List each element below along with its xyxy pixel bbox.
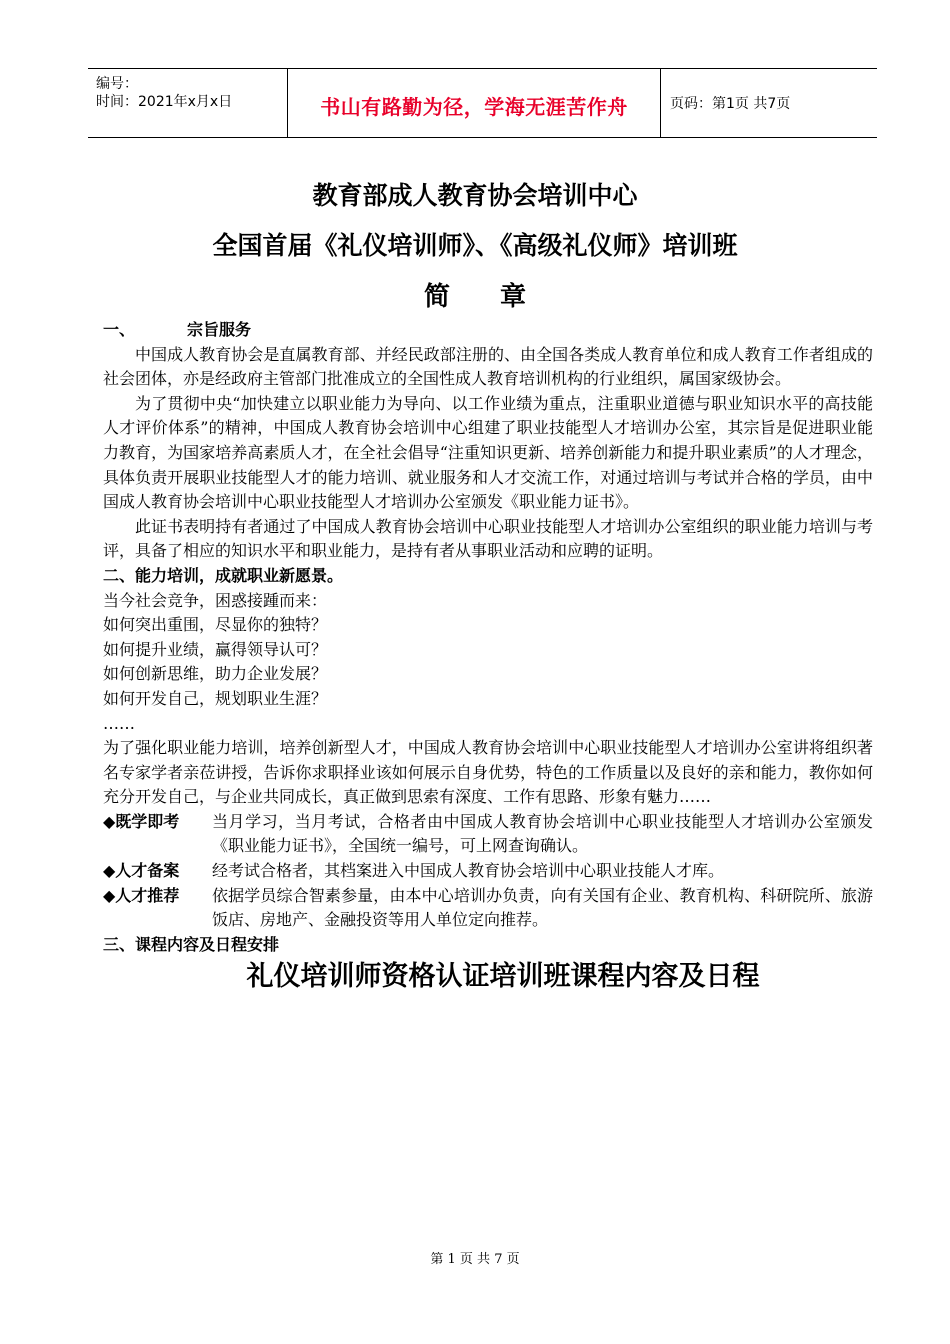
bullet-item: [103, 810, 873, 859]
section-2-ellipsis: ……: [103, 713, 135, 733]
title-course-name: 全国首届《礼仪培训师》、《高级礼仪师》培训班: [212, 231, 738, 260]
bullet-label: ◆人才备案: [103, 861, 180, 881]
page-header: [88, 68, 877, 138]
section-1-heading: [103, 318, 873, 343]
page-footer: 第 1 页 共 7 页: [430, 1252, 520, 1267]
section-2-line: 如何开发自己，规划职业生涯？: [103, 688, 328, 708]
bullet-label: ◆人才推荐: [103, 885, 180, 905]
document-number-label: 编号：: [96, 76, 138, 92]
section-2-line: 如何创新思维，助力企业发展？: [103, 664, 328, 684]
section-1-title: 宗旨服务: [187, 320, 252, 339]
course-schedule-title: 礼仪培训师资格认证培训班课程内容及日程: [246, 961, 760, 993]
section-2-line: 当今社会竞争，困惑接踵而来：: [103, 590, 328, 610]
bullet-text: 依据学员综合智素参量，由本中心培训办负责，向有关国有企业、教育机构、科研院所、旅游饭店、房地产、金融投资等用人单位定向推荐。: [212, 885, 873, 930]
header-motto: 书山有路勤为径，学海无涯苦作舟: [320, 95, 628, 119]
section-1-paragraph-1: 中国成人教育协会是直属教育部、并经民政部注册的、由全国各类成人教育单位和成人教育工作者组成的社会团体，亦是经政府主管部门批准成立的全国性成人教育培训机构的行业组织，属国家级协会。: [103, 344, 873, 389]
section-2-paragraph: 为了强化职业能力培训，培养创新型人才，中国成人教育协会培训中心职业技能型人才培训办公室讲将组织著名专家学者亲莅讲授，告诉你求职择业该如何展示自身优势，特色的工作质量以及良好的亲和能力，教你如何充分开发自己，与企业共同成长，真正做到思索有深度、工作有思路、形象有魅力……: [103, 738, 873, 807]
title-brochure: 简章: [423, 282, 576, 312]
section-2-line: 如何突出重围，尽显你的独特？: [103, 615, 328, 635]
section-1-number: 一、: [103, 320, 136, 339]
header-info-cell: [88, 69, 287, 137]
section-3-heading: 三、课程内容及日程安排: [103, 934, 280, 954]
section-1-paragraph-2: 为了贯彻中央“加快建立以职业能力为导向、以工作业绩为重点，注重职业道德与职业知识水平的高技能人才评价体系”的精神，中国成人教育协会培训中心组建了职业技能型人才培训办公室，其宗旨是促进职业能力教育，为国家培养高素质人才，在全社会倡导“注重知识更新、培养创新能力和提升职业素质”的人才理念，具体负责开展职业技能型人才的能力培训、就业服务和人才交流工作，对通过培训与考试并合格的学员，由中国成人教育协会培训中心职业技能型人才培训办公室颁发《职业能力证书》。: [103, 393, 873, 512]
section-2-line: 如何提升业绩，赢得领导认可？: [103, 639, 328, 659]
bullet-item: [103, 884, 873, 933]
bullet-item: [103, 859, 873, 884]
document-body: [103, 318, 873, 993]
header-motto-cell: [287, 69, 661, 137]
document-time-label: 时间：2021年x月x日: [96, 94, 233, 110]
section-1-paragraph-3: 此证书表明持有者通过了中国成人教育协会培训中心职业技能型人才培训办公室组织的职业能力培训与考评，具备了相应的知识水平和职业能力，是持有者从事职业活动和应聘的证明。: [103, 516, 873, 561]
bullet-text: 经考试合格者，其档案进入中国成人教育协会培训中心职业技能人才库。: [212, 861, 725, 881]
bullet-text: 当月学习，当月考试，合格者由中国成人教育协会培训中心职业技能型人才培训办公室颁发《职业能力证书》，全国统一编号，可上网查询确认。: [212, 811, 873, 856]
bullet-label: ◆既学即考: [103, 811, 180, 831]
header-page-cell: [660, 69, 877, 137]
section-2-heading: 二、能力培训，成就职业新愿景。: [103, 565, 344, 585]
header-page-number: 页码：第1页 共7页: [670, 96, 791, 112]
title-organization: 教育部成人教育协会培训中心: [312, 181, 638, 210]
